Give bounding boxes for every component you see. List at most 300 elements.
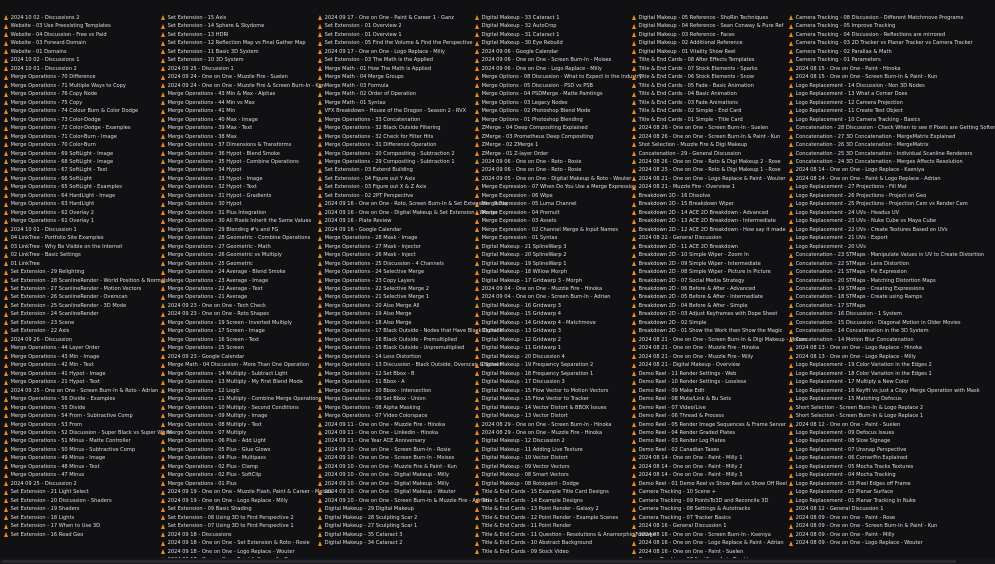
file-item[interactable] [318,14,471,22]
file-item[interactable] [4,514,157,522]
file-item[interactable] [789,175,942,183]
file-item[interactable] [475,141,628,149]
file-item[interactable] [789,497,942,505]
file-item[interactable] [475,404,628,412]
file-item[interactable] [789,514,942,522]
file-item[interactable] [4,344,157,352]
file-item[interactable] [789,327,942,335]
file-item[interactable] [789,166,942,174]
file-item[interactable] [789,31,946,39]
file-item[interactable] [161,370,314,378]
file-item[interactable] [475,226,628,234]
file-item[interactable] [318,514,471,522]
file-item[interactable] [4,31,157,39]
file-item[interactable] [4,412,157,420]
file-item[interactable] [4,200,157,208]
file-item[interactable] [475,268,628,276]
file-item[interactable] [4,361,157,369]
file-item[interactable] [161,56,314,64]
file-item[interactable] [475,387,628,395]
file-item[interactable] [475,217,628,225]
file-item[interactable] [789,480,942,488]
file-item[interactable] [632,39,785,47]
file-item[interactable] [4,82,157,90]
file-item[interactable] [161,234,314,242]
file-item[interactable] [318,200,508,208]
file-item[interactable] [632,471,785,479]
file-item[interactable] [4,454,157,462]
file-item[interactable] [161,65,314,73]
file-item[interactable] [318,90,471,98]
file-item[interactable] [318,387,471,395]
file-item[interactable] [161,497,314,505]
file-item[interactable] [161,327,314,335]
file-item[interactable] [632,463,785,471]
file-item[interactable] [4,158,157,166]
file-item[interactable] [475,150,628,158]
file-item[interactable] [475,22,628,30]
file-item[interactable] [475,488,628,496]
file-item[interactable] [475,514,628,522]
file-item[interactable] [161,387,314,395]
file-item[interactable] [475,200,628,208]
file-item[interactable] [4,488,157,496]
file-item[interactable] [4,370,157,378]
file-item[interactable] [475,361,628,369]
file-item[interactable] [318,277,471,285]
file-item[interactable] [4,293,157,301]
file-item[interactable] [318,107,471,115]
file-item[interactable] [475,310,628,318]
file-item[interactable] [318,463,471,471]
file-item[interactable] [4,116,157,124]
file-item[interactable] [789,200,968,208]
file-item[interactable] [318,319,471,327]
file-item[interactable] [161,150,314,158]
file-item[interactable] [161,158,314,166]
file-item[interactable] [632,14,785,22]
file-item[interactable] [318,99,471,107]
file-item[interactable] [161,48,314,56]
file-item[interactable] [4,471,157,479]
file-item[interactable] [475,243,628,251]
file-item[interactable] [318,73,471,81]
file-item[interactable] [632,302,785,310]
file-item[interactable] [318,488,471,496]
file-item[interactable] [632,56,785,64]
file-item[interactable] [475,234,628,242]
file-item[interactable] [4,175,157,183]
file-item[interactable] [632,412,785,420]
file-item[interactable] [318,454,471,462]
file-item[interactable] [789,14,964,22]
file-item[interactable] [475,471,628,479]
file-item[interactable] [161,73,314,81]
file-item[interactable] [318,531,471,539]
file-item[interactable] [161,463,314,471]
file-item[interactable] [475,327,628,335]
file-item[interactable] [318,395,471,403]
file-item[interactable] [475,336,628,344]
file-item[interactable] [789,65,942,73]
file-item[interactable] [475,497,628,505]
file-item[interactable] [318,327,503,335]
file-item[interactable] [632,277,785,285]
file-item[interactable] [632,65,785,73]
file-item[interactable] [161,548,314,556]
file-item[interactable] [161,336,314,344]
file-item[interactable] [475,548,628,556]
file-item[interactable] [4,90,157,98]
file-item[interactable] [475,39,628,47]
file-item[interactable] [161,107,314,115]
file-item[interactable] [632,99,785,107]
file-item[interactable] [4,277,168,285]
file-item[interactable] [632,488,785,496]
file-item[interactable] [161,90,314,98]
file-item[interactable] [632,310,785,318]
file-item[interactable] [632,327,785,335]
file-item[interactable] [632,141,785,149]
file-item[interactable] [161,302,314,310]
file-item[interactable] [789,107,942,115]
file-item[interactable] [789,310,942,318]
file-item[interactable] [4,192,157,200]
file-item[interactable] [632,192,785,200]
file-item[interactable] [475,31,628,39]
file-item[interactable] [632,124,785,132]
file-item[interactable] [632,285,785,293]
file-item[interactable] [4,378,157,386]
file-item[interactable] [161,429,314,437]
file-item[interactable] [4,327,157,335]
file-item[interactable] [475,302,628,310]
file-item[interactable] [318,133,471,141]
file-item[interactable] [475,73,643,81]
file-item[interactable] [318,429,471,437]
file-item[interactable] [632,166,785,174]
file-item[interactable] [789,370,942,378]
file-item[interactable] [789,150,973,158]
file-item[interactable] [475,56,628,64]
file-item[interactable] [4,141,157,149]
file-item[interactable] [632,226,785,234]
file-item[interactable] [161,539,314,547]
file-item[interactable] [632,344,785,352]
file-item[interactable] [475,378,628,386]
file-item[interactable] [4,268,157,276]
file-item[interactable] [318,175,471,183]
file-item[interactable] [4,505,157,513]
file-item[interactable] [161,99,314,107]
file-item[interactable] [161,344,314,352]
file-item[interactable] [632,183,785,191]
file-item[interactable] [318,116,471,124]
file-item[interactable] [475,209,628,217]
file-item[interactable] [789,421,942,429]
file-item[interactable] [161,166,314,174]
file-item[interactable] [789,73,942,81]
file-item[interactable] [318,209,498,217]
file-item[interactable] [475,158,628,166]
file-item[interactable] [161,353,314,361]
file-item[interactable] [4,446,157,454]
file-item[interactable] [632,268,785,276]
file-item[interactable] [4,107,157,115]
file-item[interactable] [318,31,471,39]
file-item[interactable] [161,82,325,90]
file-item[interactable] [475,65,628,73]
file-item[interactable] [475,183,637,191]
file-item[interactable] [161,133,314,141]
file-item[interactable] [161,31,314,39]
file-item[interactable] [789,82,942,90]
file-item[interactable] [4,73,157,81]
file-item[interactable] [632,539,785,547]
file-item[interactable] [318,150,471,158]
file-item[interactable] [318,437,471,445]
file-item[interactable] [4,48,157,56]
file-item[interactable] [789,158,963,166]
file-item[interactable] [475,116,628,124]
file-item[interactable] [632,73,785,81]
file-item[interactable] [475,505,628,513]
file-item[interactable] [4,480,157,488]
file-item[interactable] [161,471,314,479]
file-item[interactable] [632,82,785,90]
file-item[interactable] [161,421,314,429]
file-item[interactable] [161,192,314,200]
file-item[interactable] [632,150,785,158]
file-item[interactable] [4,285,157,293]
file-item[interactable] [161,378,314,386]
file-item[interactable] [789,378,942,386]
file-item[interactable] [161,116,314,124]
file-item[interactable] [475,124,628,132]
file-item[interactable] [789,522,942,530]
file-item[interactable] [632,234,785,242]
file-item[interactable] [318,39,471,47]
file-item[interactable] [318,192,471,200]
file-item[interactable] [632,31,785,39]
file-item[interactable] [4,183,157,191]
file-item[interactable] [475,192,628,200]
file-item[interactable] [632,454,785,462]
file-item[interactable] [475,251,628,259]
horizontal-scrollbar[interactable] [0,558,995,564]
file-item[interactable] [475,293,628,301]
file-item[interactable] [318,361,503,369]
file-item[interactable] [4,150,157,158]
file-item[interactable] [475,463,628,471]
file-item[interactable] [475,14,628,22]
file-item[interactable] [318,82,471,90]
file-item[interactable] [789,183,942,191]
file-item[interactable] [789,463,942,471]
file-item[interactable] [161,319,314,327]
file-item[interactable] [789,116,942,124]
file-item[interactable] [789,124,995,132]
file-item[interactable] [475,522,628,530]
file-item[interactable] [632,353,785,361]
file-item[interactable] [475,531,656,539]
file-item[interactable] [789,133,956,141]
file-item[interactable] [789,361,942,369]
file-item[interactable] [632,260,785,268]
file-item[interactable] [318,480,471,488]
file-item[interactable] [632,522,785,530]
file-item[interactable] [161,505,314,513]
file-item[interactable] [475,412,628,420]
file-item[interactable] [789,446,942,454]
file-item[interactable] [475,133,628,141]
file-item[interactable] [318,56,471,64]
file-item[interactable] [161,141,314,149]
file-item[interactable] [632,243,785,251]
file-item[interactable] [632,531,785,539]
file-item[interactable] [161,260,314,268]
file-item[interactable] [789,226,948,234]
file-item[interactable] [475,99,628,107]
file-item[interactable] [161,200,314,208]
file-item[interactable] [632,361,785,369]
file-item[interactable] [632,387,785,395]
file-item[interactable] [789,285,942,293]
file-item[interactable] [4,226,157,234]
file-item[interactable] [475,395,628,403]
file-item[interactable] [789,454,942,462]
file-item[interactable] [632,217,785,225]
file-item[interactable] [632,505,785,513]
file-item[interactable] [4,39,157,47]
file-item[interactable] [789,243,942,251]
file-item[interactable] [4,404,157,412]
file-item[interactable] [632,319,785,327]
file-item[interactable] [4,56,157,64]
file-item[interactable] [161,293,314,301]
file-item[interactable] [161,522,314,530]
file-item[interactable] [4,336,157,344]
file-item[interactable] [4,243,157,251]
file-item[interactable] [161,243,314,251]
file-item[interactable] [475,175,632,183]
file-item[interactable] [475,48,628,56]
file-item[interactable] [4,497,157,505]
file-item[interactable] [318,65,471,73]
file-item[interactable] [632,548,785,556]
file-item[interactable] [318,505,471,513]
file-item[interactable] [318,336,471,344]
file-item[interactable] [4,209,157,217]
file-item[interactable] [632,116,785,124]
file-item[interactable] [161,488,333,496]
file-item[interactable] [4,531,157,539]
file-item[interactable] [475,429,628,437]
file-item[interactable] [789,437,942,445]
file-item[interactable] [4,387,157,395]
file-item[interactable] [789,268,942,276]
file-item[interactable] [475,277,628,285]
file-item[interactable] [161,22,314,30]
file-item[interactable] [161,14,314,22]
file-item[interactable] [318,141,471,149]
file-item[interactable] [318,522,471,530]
file-item[interactable] [632,22,785,30]
file-item[interactable] [475,539,628,547]
file-item[interactable] [789,429,942,437]
file-item[interactable] [632,370,785,378]
file-item[interactable] [789,56,942,64]
file-item[interactable] [632,497,785,505]
file-item[interactable] [632,293,785,301]
file-item[interactable] [318,421,471,429]
file-item[interactable] [475,446,628,454]
file-item[interactable] [4,421,157,429]
file-item[interactable] [318,310,471,318]
file-item[interactable] [789,234,942,242]
file-item[interactable] [161,361,314,369]
file-item[interactable] [789,293,942,301]
file-item[interactable] [632,90,785,98]
file-item[interactable] [789,260,942,268]
file-item[interactable] [4,310,157,318]
file-item[interactable] [475,437,628,445]
file-item[interactable] [318,166,471,174]
file-item[interactable] [632,404,785,412]
file-item[interactable] [789,99,942,107]
file-item[interactable] [789,471,942,479]
file-item[interactable] [318,378,471,386]
file-item[interactable] [318,497,489,505]
file-item[interactable] [789,48,942,56]
file-item[interactable] [475,370,628,378]
file-item[interactable] [4,217,157,225]
file-item[interactable] [789,412,942,420]
file-item[interactable] [4,429,173,437]
file-item[interactable] [632,158,785,166]
file-item[interactable] [161,175,314,183]
file-item[interactable] [632,514,785,522]
file-item[interactable] [4,463,157,471]
file-item[interactable] [789,251,985,259]
file-item[interactable] [161,437,314,445]
file-item[interactable] [475,82,628,90]
file-item[interactable] [789,39,973,47]
file-item[interactable] [632,133,785,141]
file-item[interactable] [632,200,785,208]
file-item[interactable] [318,446,471,454]
file-item[interactable] [161,209,314,217]
file-item[interactable] [318,268,471,276]
file-item[interactable] [4,522,157,530]
file-item[interactable] [789,302,942,310]
file-item[interactable] [161,226,314,234]
file-item[interactable] [4,124,157,132]
file-item[interactable] [318,22,471,30]
file-item[interactable] [318,404,471,412]
file-item[interactable] [4,319,157,327]
file-item[interactable] [161,454,314,462]
file-item[interactable] [475,90,628,98]
file-item[interactable] [4,234,157,242]
file-item[interactable] [4,353,157,361]
file-item[interactable] [475,480,628,488]
file-item[interactable] [789,209,942,217]
file-item[interactable] [789,319,961,327]
file-item[interactable] [318,353,471,361]
file-item[interactable] [161,412,314,420]
file-item[interactable] [161,183,314,191]
